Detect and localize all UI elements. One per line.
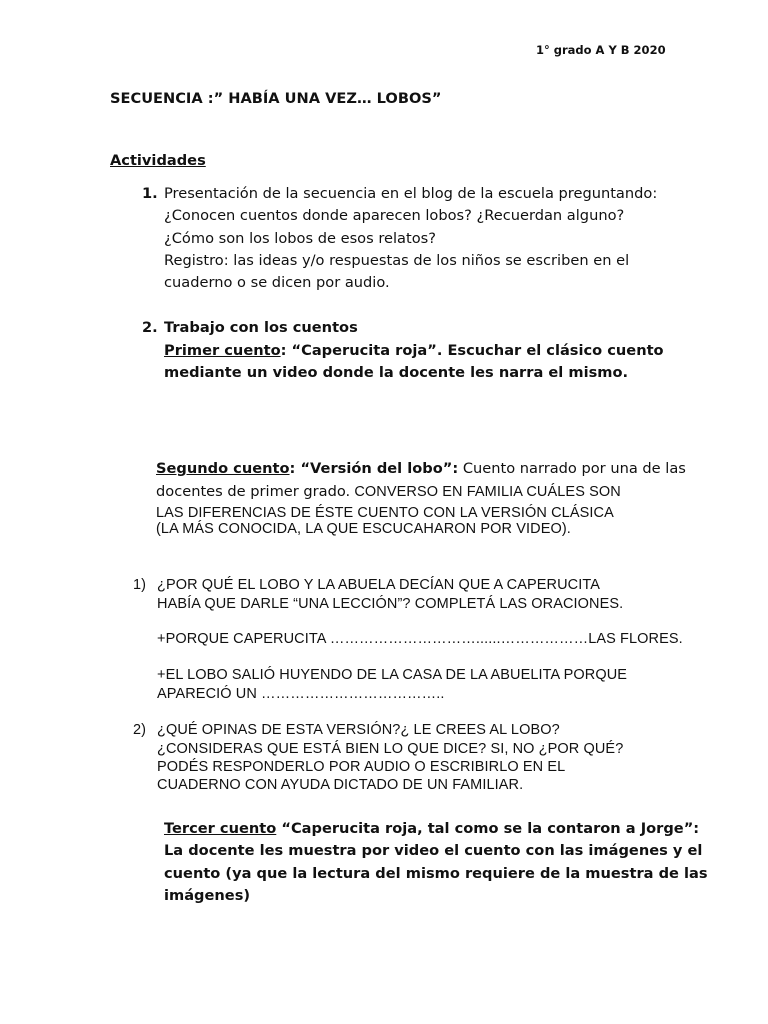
activity-1-line: Registro: las ideas y/o respuestas de los niños se escriben en el [164, 252, 630, 269]
second-story-line [156, 458, 686, 480]
second-story-text: Cuento narrado por una de las [458, 460, 686, 477]
question-1-line: ¿POR QUÉ EL LOBO Y LA ABUELA DECÍAN QUE A CAPERUCITA [157, 577, 601, 593]
question-1-sentence-1: +PORQUE CAPERUCITA …………………………......………………LAS FLORES. [157, 631, 683, 647]
third-story-line [164, 818, 699, 840]
third-story-label: Tercer cuento [164, 820, 277, 837]
question-2-line: PODÉS RESPONDERLO POR AUDIO O ESCRIBIRLO EN EL [157, 759, 566, 775]
second-story-quote-colon: : [452, 460, 459, 477]
first-story-text: “Caperucita roja”. Escuchar el clásico cuento [286, 342, 664, 359]
first-story-line [164, 340, 664, 362]
second-story-colon: : [289, 460, 296, 477]
first-story-label: Primer cuento [164, 342, 281, 359]
second-story-caps-line: (LA MÁS CONOCIDA, LA QUE ESCUCAHARON POR VIDEO). [156, 521, 571, 537]
first-story-colon: : [280, 342, 287, 359]
third-story-body-line: cuento (ya que la lectura del mismo requiere de la muestra de las [164, 865, 708, 882]
question-1-sentence-2: +EL LOBO SALIÓ HUYENDO DE LA CASA DE LA ABUELITA PORQUE [157, 667, 628, 683]
activity-1-line: cuaderno o se dicen por audio. [164, 274, 390, 291]
activity-1-number: 1. [142, 185, 158, 202]
question-2-line: ¿CONSIDERAS QUE ESTÁ BIEN LO QUE DICE? SI, NO ¿POR QUÉ? [157, 741, 624, 757]
document-title: SECUENCIA :” HABÍA UNA VEZ… LOBOS” [110, 90, 442, 107]
second-story-quote: “Versión del lobo” [295, 460, 453, 477]
third-story-body-line: imágenes) [164, 887, 251, 904]
second-story-text-2: docentes de primer grado. [156, 483, 351, 500]
second-story-caps: CONVERSO EN FAMILIA CUÁLES SON [350, 484, 621, 500]
second-story-line-2 [156, 481, 621, 503]
activity-2-heading: Trabajo con los cuentos [164, 319, 358, 336]
question-2-line: ¿QUÉ OPINAS DE ESTA VERSIÓN?¿ LE CREES AL LOBO? [157, 722, 560, 738]
activity-1-line: ¿Cómo son los lobos de esos relatos? [164, 230, 437, 247]
question-1-sentence-2-line-2: APARECIÓ UN ……………………………….. [157, 686, 445, 702]
activity-2-number: 2. [142, 319, 158, 336]
third-story-body-line: La docente les muestra por video el cuento con las imágenes y el [164, 842, 703, 859]
question-2-line: CUADERNO CON AYUDA DICTADO DE UN FAMILIAR. [157, 777, 524, 793]
activities-heading: Actividades [110, 152, 206, 169]
grade-header: 1° grado A Y B 2020 [536, 43, 666, 57]
activity-1-line: Presentación de la secuencia en el blog de la escuela preguntando: [164, 185, 658, 202]
question-1-number: 1) [133, 577, 147, 593]
third-story-quote: “Caperucita roja, tal como se la contaron a Jorge”: [276, 820, 700, 837]
second-story-label: Segundo cuento [156, 460, 290, 477]
second-story-caps-line: LAS DIFERENCIAS DE ÉSTE CUENTO CON LA VERSIÓN CLÁSICA [156, 505, 614, 521]
activity-1-line: ¿Conocen cuentos donde aparecen lobos? ¿Recuerdan alguno? [164, 207, 625, 224]
question-1-line: HABÍA QUE DARLE “UNA LECCIÓN”? COMPLETÁ LAS ORACIONES. [157, 596, 624, 612]
first-story-line-2: mediante un video donde la docente les narra el mismo. [164, 364, 629, 381]
question-2-number: 2) [133, 722, 147, 738]
